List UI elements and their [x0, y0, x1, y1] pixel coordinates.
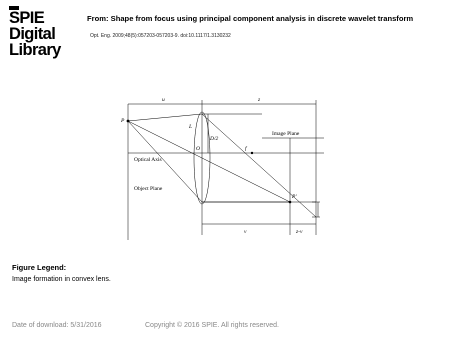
label-p: P	[121, 118, 125, 124]
label-d-half: D/2	[210, 136, 219, 142]
label-f: f	[245, 146, 247, 152]
figure-legend-title: Figure Legend:	[12, 263, 67, 272]
lens-diagram	[112, 90, 338, 240]
label-optical-axis: Optical Axis	[134, 157, 162, 163]
article-citation: Opt. Eng. 2009;48(5):057203-057203-9. doi:10.1117/1.3130232	[90, 33, 231, 39]
label-object-plane: Object Plane	[134, 186, 163, 192]
label-o: O	[196, 146, 200, 152]
focal-point	[251, 152, 253, 154]
logo-line-2: Digital	[9, 25, 56, 43]
ray-top	[128, 114, 202, 121]
article-title: From: Shape from focus using principal component analysis in discrete wavelet transform	[87, 14, 414, 23]
download-date: Date of download: 5/31/2016	[12, 322, 102, 329]
label-p-prime: P'	[292, 194, 297, 200]
point-p-prime	[289, 201, 292, 204]
logo-line-3: Library	[9, 41, 61, 59]
logo-line-1: SPIE	[9, 9, 45, 27]
label-u: u	[162, 97, 165, 103]
ray-top-refracted	[202, 114, 316, 217]
point-p	[127, 120, 130, 123]
label-l: L	[189, 124, 193, 130]
label-image-plane: Image Plane	[272, 131, 300, 137]
label-z-minus-v: z-v	[296, 229, 303, 235]
copyright-notice: Copyright © 2016 SPIE. All rights reserved.	[145, 322, 279, 329]
figure-legend-text: Image formation in convex lens.	[12, 276, 111, 283]
label-v: v	[244, 229, 247, 235]
label-z: z	[258, 97, 261, 103]
